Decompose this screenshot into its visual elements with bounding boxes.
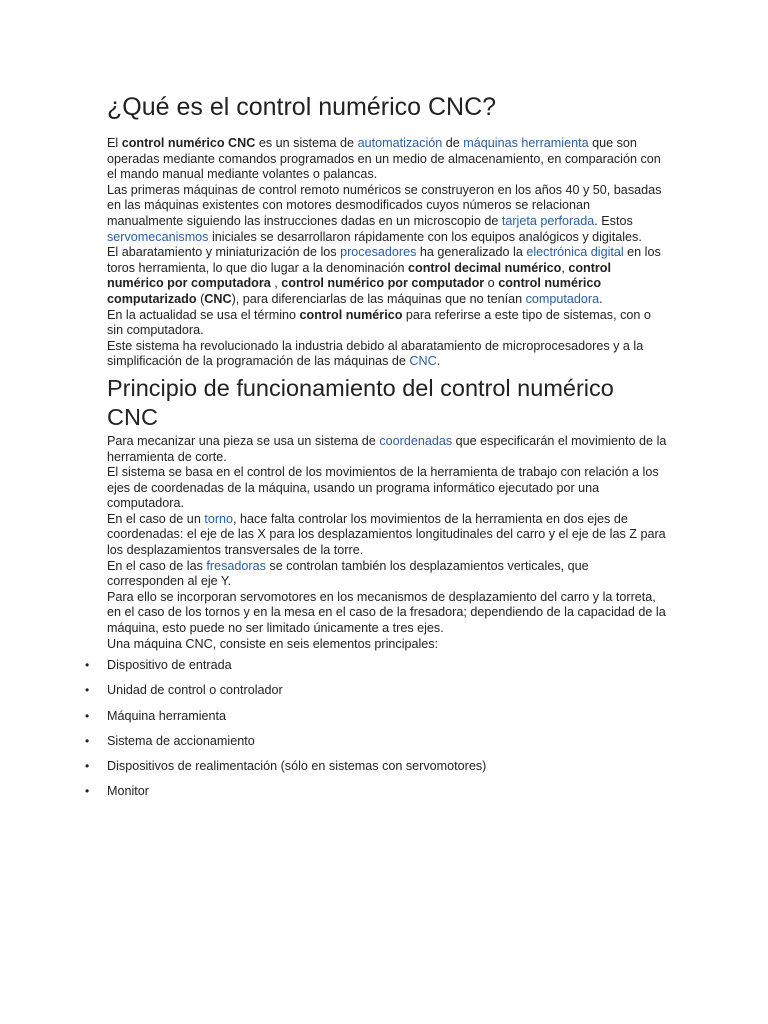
bullet-icon: •	[85, 784, 90, 799]
link-tarjeta-perforada[interactable]: tarjeta perforada	[501, 213, 595, 228]
intro-paragraph-2: Las primeras máquinas de control remoto numéricos se construyeron en los años 40 y 50, basadas en las máquinas existentes con motores desmodificados cuyos números se relacionan manualmente siguiendo las instrucciones dadas en un microscopio de tarjeta perforada. Estos servomecanismos iniciales se desarrollaron rápidamente con los equipos analógicos y digitales.	[107, 182, 662, 244]
bullet-icon: •	[85, 758, 90, 773]
elements-list	[85, 658, 667, 809]
intro-paragraph-4: En la actualidad se usa el término control numérico para referirse a este tipo de sistemas, con o sin computadora.	[107, 307, 651, 338]
intro-paragraph-1: El control numérico CNC es un sistema de automatización de máquinas herramienta que son operadas mediante comandos programados en un medio de almacenamiento, en comparación con el mando manual mediante volantes o palancas.	[107, 136, 661, 182]
link-procesadores[interactable]: procesadores	[340, 245, 417, 260]
link-maquinas-herramienta[interactable]: máquinas herramienta	[463, 136, 589, 150]
list-item: • Unidad de control o controlador	[85, 683, 283, 698]
section-paragraph-2: El sistema se basa en el control de los movimientos de la herramienta de trabajo con relación a los ejes de coordenadas de la máquina, usando un programa informático ejecutado por una computadora.	[107, 465, 659, 511]
bullet-icon: •	[85, 733, 90, 748]
intro-paragraph-5: Este sistema ha revolucionado la industria debido al abaratamiento de microprocesadores y a la simplificación de la programación de las máquinas de CNC.	[107, 338, 644, 369]
link-electronica-digital[interactable]: electrónica digital	[526, 245, 624, 260]
section-paragraph-1: Para mecanizar una pieza se usa un sistema de coordenadas que especificarán el movimiento de la herramienta de corte.	[107, 433, 667, 464]
bullet-icon: •	[85, 683, 90, 698]
link-fresadoras[interactable]: fresadoras	[206, 558, 266, 573]
link-torno[interactable]: torno	[204, 511, 234, 526]
list-item: • Dispositivo de entrada	[85, 658, 232, 673]
link-computadora[interactable]: computadora	[525, 291, 600, 306]
page-title: ¿Qué es el control numérico CNC?	[107, 93, 497, 121]
section-paragraph-5: Para ello se incorporan servomotores en los mecanismos de desplazamiento del carro y la torreta, en el caso de los tornos y en la mesa en el caso de la fresadora; dependiendo de la capacidad de la máquina, esto puede no ser limitado únicamente a tres ejes.	[107, 589, 666, 636]
section-paragraph-6: Una máquina CNC, consiste en seis elementos principales:	[107, 636, 439, 651]
link-servomecanismos[interactable]: servomecanismos	[107, 229, 209, 244]
section-heading: Principio de funcionamiento del control numérico CNC	[107, 374, 614, 430]
list-item: • Monitor	[85, 784, 149, 799]
article-content	[85, 90, 667, 809]
list-item: • Dispositivos de realimentación (sólo en sistemas con servomotores)	[85, 758, 487, 773]
link-cnc[interactable]: CNC	[409, 354, 437, 369]
bullet-icon: •	[85, 708, 90, 723]
link-automatizacion[interactable]: automatización	[357, 136, 443, 150]
list-item: • Sistema de accionamiento	[85, 733, 255, 748]
link-coordenadas[interactable]: coordenadas	[379, 433, 453, 448]
list-item: • Máquina herramienta	[85, 708, 227, 723]
intro-paragraph-3: El abaratamiento y miniaturización de los procesadores ha generalizado la electrónica digital en los toros herramienta, lo que dio lugar a la denominación control decimal numérico, control numérico por computadora , control numérico por computador o control numérico computarizado (CNC), para diferenciarlas de las máquinas que no tenían computadora.	[107, 245, 661, 306]
section-paragraph-3: En el caso de un torno, hace falta controlar los movimientos de la herramienta en dos ejes de coordenadas: el eje de las X para los desplazamientos longitudinales del carro y el eje de las Z para los desplazamientos transversales de la torre.	[107, 511, 666, 558]
section-paragraph-4: En el caso de las fresadoras se controlan también los desplazamientos verticales, que corresponden al eje Y.	[107, 558, 589, 589]
bullet-icon: •	[85, 658, 90, 673]
